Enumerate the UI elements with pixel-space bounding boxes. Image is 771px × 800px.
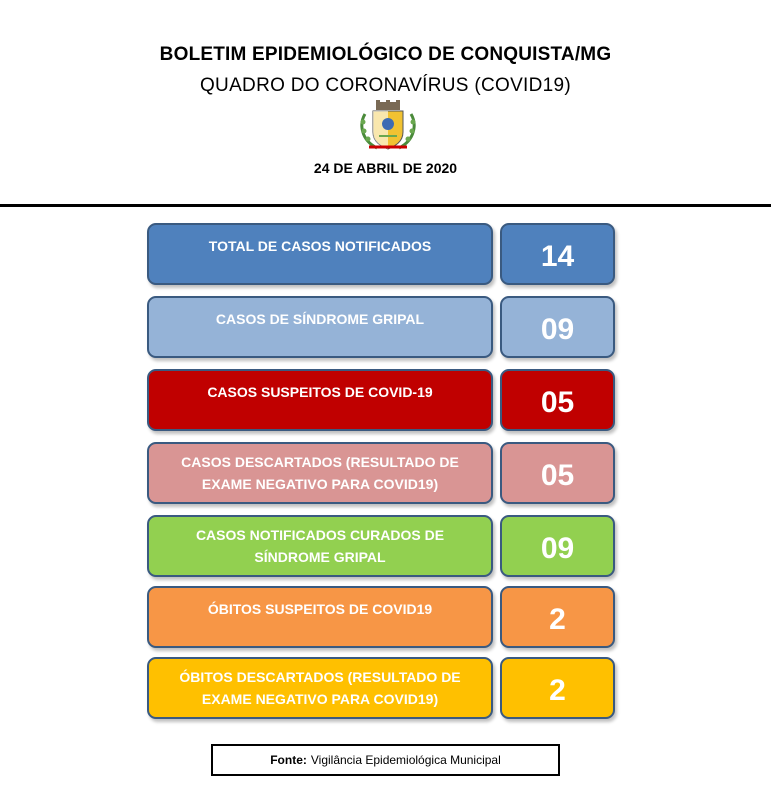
row-value: 09	[500, 296, 615, 358]
row-discarded-deaths	[147, 657, 615, 721]
row-value: 2	[500, 586, 615, 648]
row-value: 05	[500, 369, 615, 431]
row-recovered	[147, 515, 615, 579]
bulletin-title: BOLETIM EPIDEMIOLÓGICO DE CONQUISTA/MG	[159, 44, 612, 65]
row-label: ÓBITOS SUSPEITOS DE COVID19	[147, 586, 493, 648]
row-value: 14	[500, 223, 615, 285]
row-label: CASOS NOTIFICADOS CURADOS DE SÍNDROME GRIPAL	[147, 515, 493, 577]
row-label: CASOS SUSPEITOS DE COVID-19	[147, 369, 493, 431]
row-label: ÓBITOS DESCARTADOS (RESULTADO DE EXAME NEGATIVO PARA COVID19)	[147, 657, 493, 719]
row-flu-syndrome	[147, 296, 615, 360]
row-label: TOTAL DE CASOS NOTIFICADOS	[147, 223, 493, 285]
bulletin-subtitle: QUADRO DO CORONAVÍRUS (COVID19)	[199, 75, 572, 96]
bulletin-date: 24 DE ABRIL DE 2020	[313, 160, 458, 176]
row-discarded	[147, 442, 615, 506]
municipal-crest-icon	[357, 100, 419, 152]
row-suspected-covid	[147, 369, 615, 433]
header-divider	[0, 204, 771, 207]
source-label: Fonte:	[270, 753, 307, 767]
row-suspected-deaths	[147, 586, 615, 650]
row-value: 09	[500, 515, 615, 577]
source-note	[211, 744, 560, 776]
row-value: 2	[500, 657, 615, 719]
row-label: CASOS DESCARTADOS (RESULTADO DE EXAME NEGATIVO PARA COVID19)	[147, 442, 493, 504]
row-total-notified	[147, 223, 615, 287]
row-value: 05	[500, 442, 615, 504]
source-text: Vigilância Epidemiológica Municipal	[310, 753, 501, 767]
row-label: CASOS DE SÍNDROME GRIPAL	[147, 296, 493, 358]
